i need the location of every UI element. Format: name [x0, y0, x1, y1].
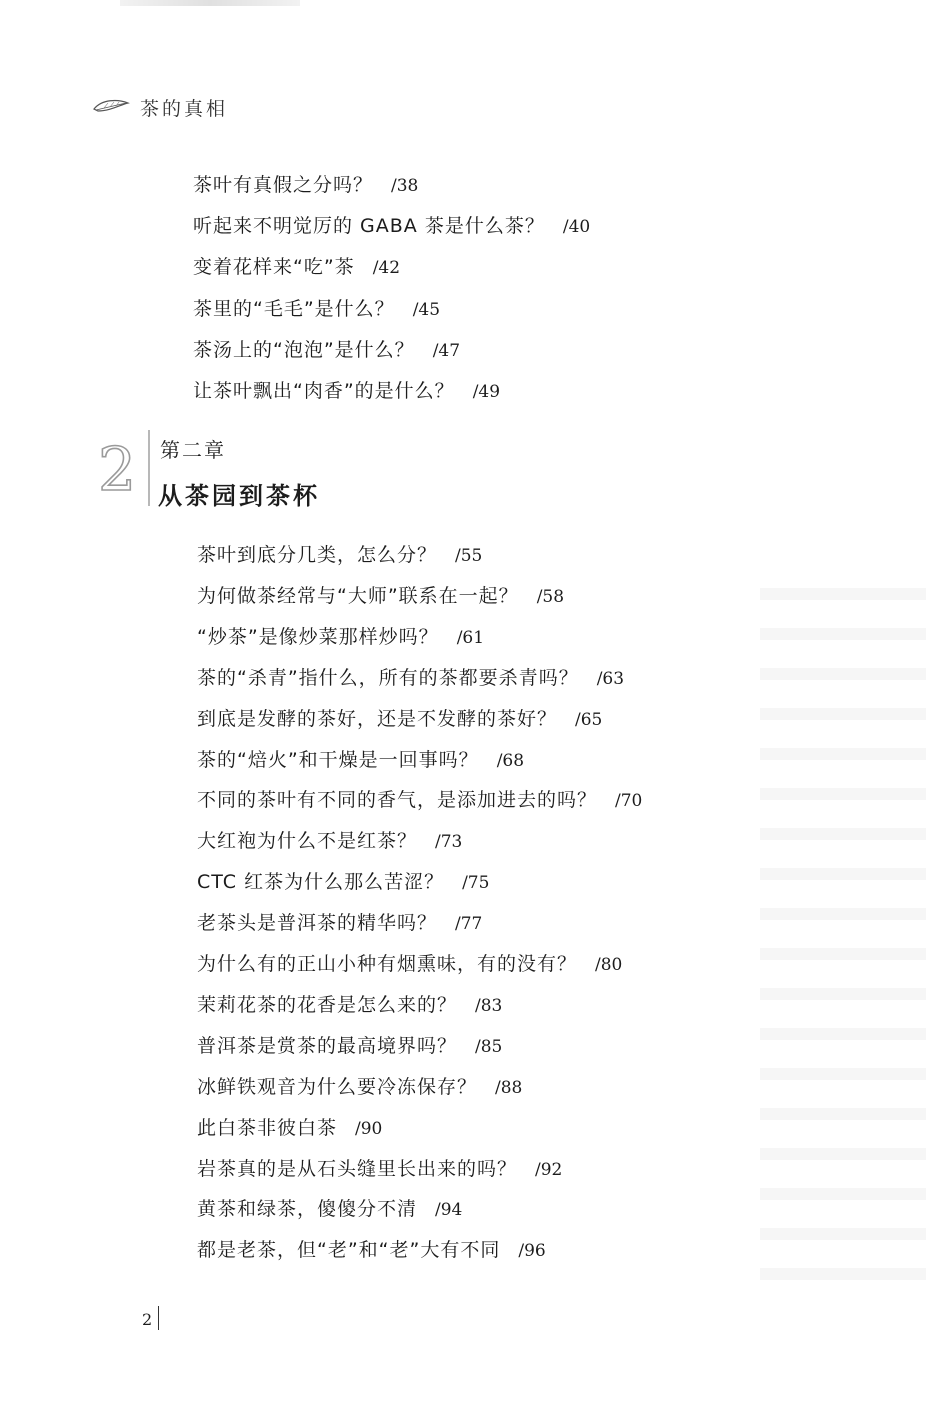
toc-entry [197, 579, 564, 613]
feather-icon [92, 97, 130, 117]
toc-entry-title: 此白茶非彼白茶 [197, 1116, 338, 1139]
toc-entry [193, 168, 418, 202]
toc-entry-title: CTC 红茶为什么那么苦涩？ [197, 871, 445, 894]
toc-entry [197, 783, 642, 817]
page-number: 2 [142, 1310, 153, 1329]
toc-entry [193, 292, 440, 326]
scan-artifact [120, 0, 300, 6]
toc-entry-title: 听起来不明觉厉的 GABA 茶是什么茶？ [193, 215, 545, 238]
toc-entry-title: 岩茶真的是从石头缝里长出来的吗？ [197, 1157, 518, 1180]
toc-entry [197, 865, 489, 899]
toc-entry-title: 变着花样来“吃”茶 [193, 256, 355, 279]
toc-entry-page: /77 [455, 914, 483, 935]
toc-entry [193, 374, 500, 408]
bleed-through-shadow [760, 560, 926, 1280]
toc-entry-title: 为何做茶经常与“大师”联系在一起？ [197, 584, 519, 607]
toc-entry-title: 不同的茶叶有不同的香气，是添加进去的吗？ [197, 789, 598, 812]
toc-entry-title: 老茶头是普洱茶的精华吗？ [197, 912, 438, 935]
toc-entry-title: 普洱茶是赏茶的最高境界吗？ [197, 1034, 458, 1057]
page-number-divider [158, 1306, 159, 1330]
toc-entry-page: /96 [518, 1241, 546, 1262]
toc-entry-title: “炒茶”是像炒菜那样炒吗？ [197, 625, 439, 648]
toc-entry-page: /83 [475, 995, 503, 1016]
toc-entry-page: /94 [435, 1200, 463, 1221]
toc-entry [193, 333, 460, 367]
toc-entry [197, 743, 524, 777]
chapter-divider [148, 430, 150, 506]
toc-entry-title: 茶的“杀青”指什么，所有的茶都要杀青吗？ [197, 666, 579, 689]
chapter-label: 第二章 [160, 438, 226, 462]
toc-entry-page: /40 [562, 217, 591, 238]
toc-entry-page: /49 [472, 382, 501, 402]
toc-entry-page: /75 [462, 873, 490, 894]
toc-entry-page: /63 [596, 668, 625, 689]
toc-entry [193, 209, 590, 243]
toc-entry [197, 824, 462, 858]
toc-entry [197, 538, 482, 572]
toc-entry-title: 茶里的“毛毛”是什么？ [193, 297, 395, 320]
book-title: 茶的真相 [140, 97, 229, 120]
toc-entry-page: /42 [372, 258, 401, 279]
toc-entry [193, 250, 400, 284]
toc-entry-title: 到底是发酵的茶好，还是不发酵的茶好？ [197, 707, 558, 730]
toc-entry-page: /70 [615, 791, 643, 812]
toc-entry-page: /85 [475, 1036, 503, 1057]
toc-entry [197, 1111, 382, 1145]
toc-entry-title: 为什么有的正山小种有烟熏味，有的没有？ [197, 953, 578, 975]
toc-entry-page: /47 [432, 340, 461, 361]
toc-entry [197, 702, 602, 736]
chapter-title: 从茶园到茶杯 [158, 482, 320, 510]
toc-entry [197, 1152, 562, 1186]
toc-entry [197, 620, 484, 654]
toc-entry-title: 茶汤上的“泡泡”是什么？ [193, 338, 415, 361]
toc-entry-page: /58 [536, 586, 565, 607]
chapter-number: 2 [98, 435, 137, 505]
toc-entry [197, 1192, 462, 1226]
toc-entry-page: /88 [495, 1077, 523, 1098]
toc-entry-title: 黄茶和绿茶，傻傻分不清 [197, 1198, 418, 1221]
toc-entry-page: /90 [355, 1118, 383, 1139]
toc-entry [197, 661, 624, 695]
toc-entry-title: 大红袍为什么不是红茶？ [197, 830, 418, 853]
toc-entry-page: /92 [535, 1159, 563, 1180]
toc-entry-page: /68 [496, 750, 525, 771]
toc-entry [197, 1233, 546, 1267]
toc-entry-title: 让茶叶飘出“肉香”的是什么？ [193, 380, 455, 402]
toc-entry-title: 茉莉花茶的花香是怎么来的？ [197, 993, 458, 1016]
toc-entry-page: /45 [412, 299, 441, 320]
toc-entry [197, 947, 622, 981]
running-head [92, 92, 228, 122]
toc-entry-page: /73 [435, 832, 463, 853]
toc-entry-title: 茶叶有真假之分吗？ [193, 174, 374, 196]
toc-entry-title: 茶的“焙火”和干燥是一回事吗？ [197, 748, 479, 771]
toc-entry [197, 1029, 502, 1063]
toc-entry [197, 988, 502, 1022]
toc-entry-page: /61 [456, 627, 485, 648]
toc-entry-page: /38 [391, 176, 419, 196]
toc-entry-page: /55 [455, 546, 483, 566]
toc-entry-title: 茶叶到底分几类，怎么分？ [197, 544, 438, 566]
toc-entry [197, 1070, 522, 1104]
toc-entry [197, 906, 482, 940]
toc-entry-title: 冰鲜铁观音为什么要冷冻保存？ [197, 1075, 478, 1098]
toc-entry-page: /65 [575, 709, 603, 730]
toc-entry-page: /80 [595, 955, 623, 975]
toc-entry-title: 都是老茶，但“老”和“老”大有不同 [197, 1239, 501, 1262]
